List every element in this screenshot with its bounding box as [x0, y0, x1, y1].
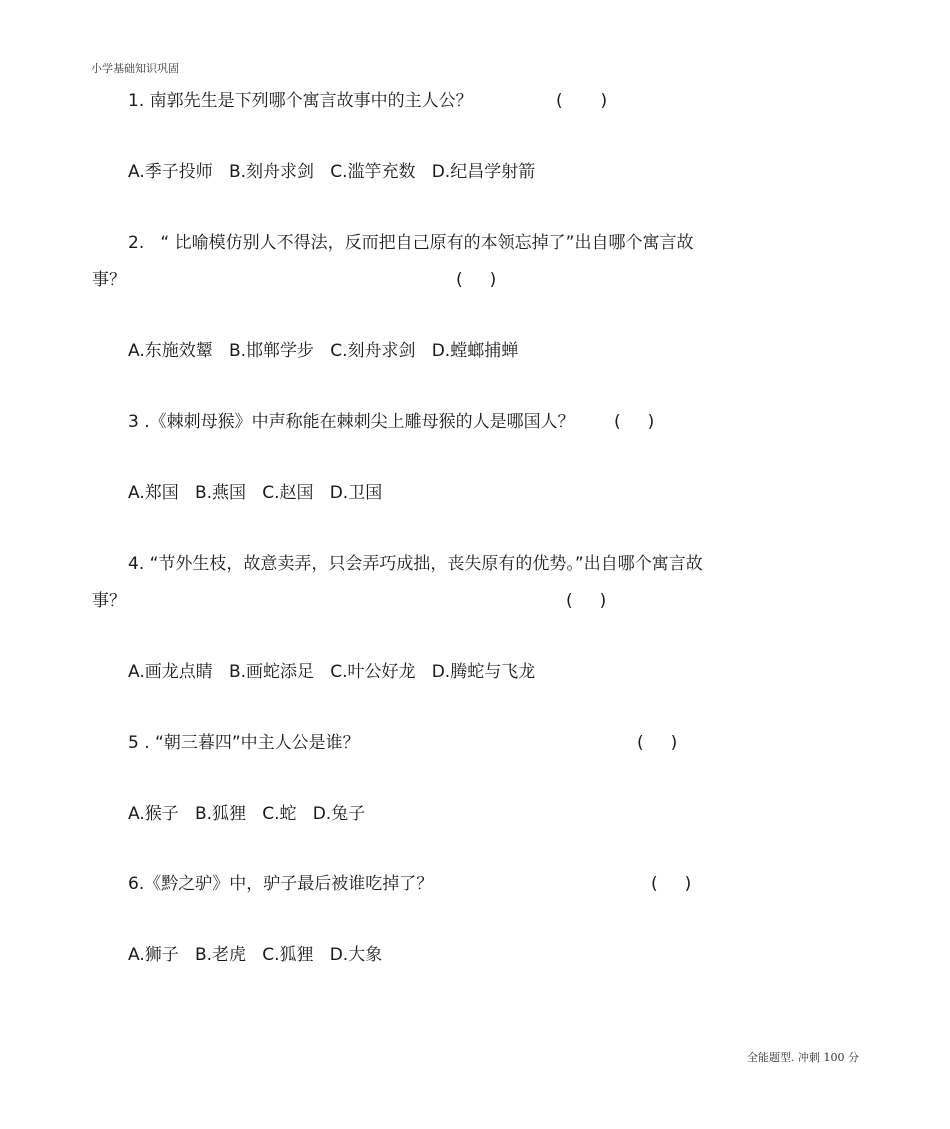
question-4-answer-blank: ( ) [566, 591, 607, 611]
question-1-answer-blank: ( ) [556, 91, 608, 111]
question-3-stem: 3 .《棘刺母猴》中声称能在棘刺尖上雕母猴的人是哪国人？ [128, 412, 575, 432]
question-1-options: A.季子投师 B.刻舟求剑 C.滥竽充数 D.纪昌学射箭 [128, 162, 536, 182]
question-2-stem-continued: 事？ [92, 270, 126, 290]
question-2-stem: 2. “ 比喻模仿别人不得法，反而把自己原有的本领忘掉了”出自哪个寓言故 [128, 233, 694, 253]
question-3-answer-blank: ( ) [614, 412, 655, 432]
question-2-options: A.东施效颦 B.邯郸学步 C.刻舟求剑 D.螳螂捕蝉 [128, 341, 519, 361]
question-5-stem: 5 . “朝三暮四”中主人公是谁？ [128, 733, 360, 753]
page-header: 小学基础知识巩固 [91, 62, 179, 75]
question-6-options: A.狮子 B.老虎 C.狐狸 D.大象 [128, 945, 383, 965]
question-4-stem: 4. “节外生枝，故意卖弄，只会弄巧成拙，丧失原有的优势。”出自哪个寓言故 [128, 554, 703, 574]
question-5-options: A.猴子 B.狐狸 C.蛇 D.兔子 [128, 804, 366, 824]
question-4-stem-continued: 事？ [92, 591, 126, 611]
question-6-answer-blank: ( ) [651, 874, 692, 894]
question-4-options: A.画龙点睛 B.画蛇添足 C.叶公好龙 D.腾蛇与飞龙 [128, 662, 536, 682]
question-3-options: A.郑国 B.燕国 C.赵国 D.卫国 [128, 483, 383, 503]
page-footer: 全能题型. 冲刺 100 分 [747, 1051, 859, 1064]
question-5-answer-blank: ( ) [637, 733, 678, 753]
question-6-stem: 6.《黔之驴》中，驴子最后被谁吃掉了？ [128, 874, 434, 894]
question-1-stem: 1. 南郭先生是下列哪个寓言故事中的主人公？ [128, 91, 473, 111]
question-2-answer-blank: ( ) [456, 270, 497, 290]
